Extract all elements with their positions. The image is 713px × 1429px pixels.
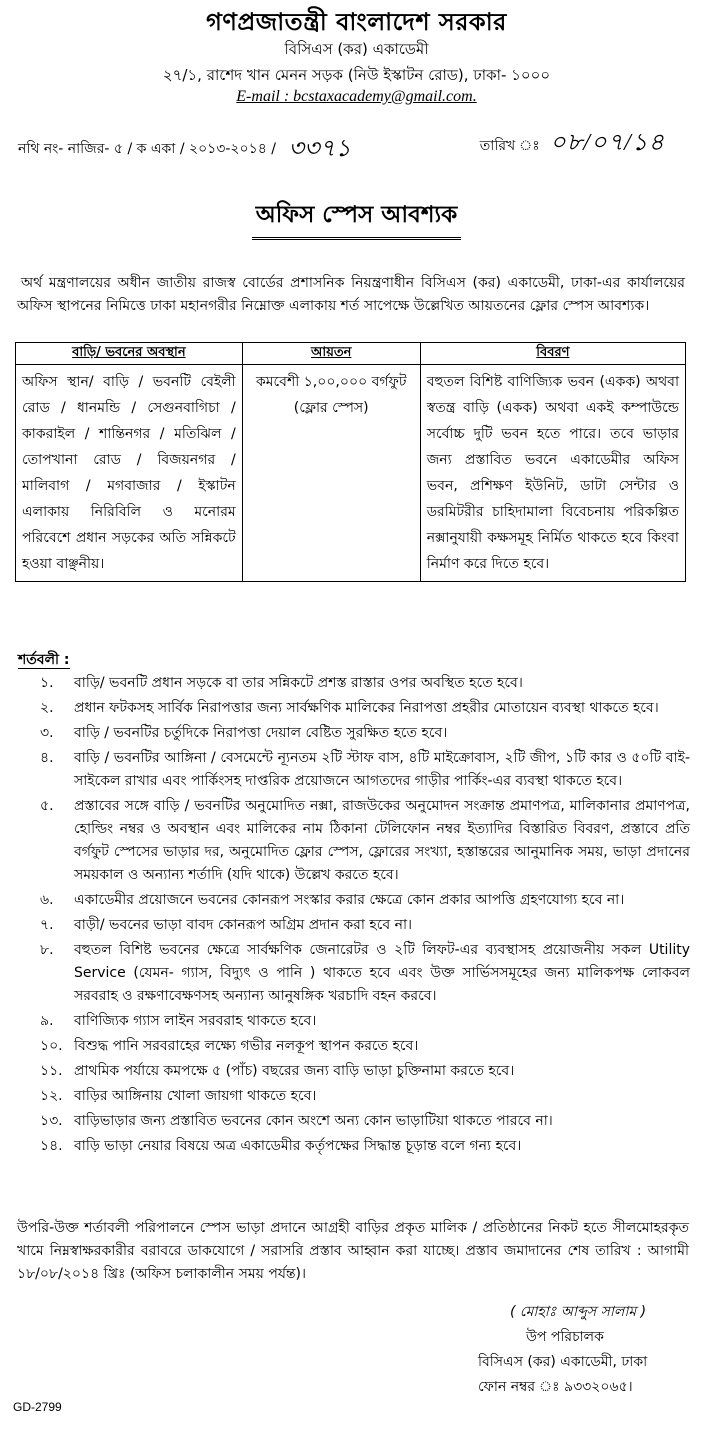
footer-code: GD-2799 xyxy=(13,1400,62,1414)
list-item xyxy=(0,1135,690,1158)
academy-email: E-mail : bcstaxacademy@gmail.com. xyxy=(236,88,477,105)
term-number: ৪. xyxy=(40,750,54,766)
date-handwritten: ০৮/০৭/১৪ xyxy=(550,130,665,156)
term-number: ১৪. xyxy=(40,1138,63,1154)
table-header-row xyxy=(16,343,686,365)
term-number: ৯. xyxy=(40,1013,54,1029)
term-text: প্রধান ফটকসহ সার্বিক নিরাপত্তার জন্য সার্বক্ষণিক মালিকের নিরাপত্তা প্রহরীর মোতায়েন ব্যবস্থা থাকতে হবে। xyxy=(74,700,659,716)
signatory-name: ( মোহাঃ আব্দুস সালাম ) xyxy=(510,1304,647,1320)
government-title: গণপ্রজাতন্ত্রী বাংলাদেশ সরকার xyxy=(206,8,507,36)
list-item xyxy=(0,1085,690,1108)
term-number: ১২. xyxy=(40,1088,63,1104)
terms-list xyxy=(0,672,690,1160)
term-text: একাডেমীর প্রয়োজনে ভবনের কোনরূপ সংস্কার করার ক্ষেত্রে কোন প্রকার আপত্তি গ্রহণযোগ্য হবে না। xyxy=(74,892,625,908)
term-number: ৮. xyxy=(40,942,54,958)
term-text: বাড়ির আঙ্গিনায় খোলা জায়গা থাকতে হবে। xyxy=(74,1088,317,1104)
intro-paragraph: অর্থ মন্ত্রণালয়ের অধীন জাতীয় রাজস্ব বোর্ডের প্রশাসনিক নিয়ন্ত্রণাধীন বিসিএস (কর) একাডেমী, ঢাকা-এর কার্যালয়ের অফিস স্থাপনের নিমিত্তে ঢাকা মহানগরীর নিম্নোক্ত এলাকায় শর্ত সাপেক্ষে উল্লেখিত আয়তনের ফ্লোর স্পেস আবশ্যক। xyxy=(17,275,685,314)
term-text: বহুতল বিশিষ্ট ভবনের ক্ষেত্রে সার্বক্ষণিক জেনারেটর ও ২টি লিফট-এর ব্যবস্থাসহ প্রয়োজনীয় সকল Utility Service (যেমন- গ্যাস, বিদ্যুৎ ও পানি ) থাকতে হবে এবং উক্ত সার্ভিসসমূহের জন্য মালিকপক্ষ লোকবল সরবরাহ ও রক্ষণাবেক্ষণসহ অন্যান্য আনুষঙ্গিক খরচাদি বহন করবে। xyxy=(74,942,690,1004)
academy-name: বিসিএস (কর) একাডেমী xyxy=(284,40,429,58)
cell-location: অফিস স্থান/ বাড়ি / ভবনটি বেইলী রোড / ধানমন্ডি / সেগুনবাগিচা / কাকরাইল / শান্তিনগর / মতিঝিল / তোপখানা রোড / বিজয়নগর / মালিবাগ / মগবাজার / ইস্কাটন এলাকায় নিরিবিলি ও মনোরম পরিবেশে প্রধান সড়কের অতি সন্নিকটে হওয়া বাঞ্ছনীয়। xyxy=(16,365,243,582)
signatory-designation: উপ পরিচালক xyxy=(526,1329,604,1345)
signature-block xyxy=(466,1300,686,1400)
table-row xyxy=(16,365,686,582)
term-text: বাড়ী/ ভবনের ভাড়া বাবদ কোনরূপ অগ্রিম প্রদান করা হবে না। xyxy=(74,917,413,933)
term-text: বাড়িভাড়ার জন্য প্রস্তাবিত ভবনের কোন অংশে অন্য কোন ভাড়াটিয়া থাকতে পারবে না। xyxy=(74,1113,553,1129)
cell-description: বহুতল বিশিষ্ট বাণিজ্যিক ভবন (একক) অথবা স্বতন্ত্র বাড়ি (একক) অথবা একই কম্পাউন্ডে সর্বোচ্চ দুটি ভবন হতে পারে। তবে ভাড়ার জন্য প্রস্তাবিত ভবনে একাডেমীর অফিস ভবন, প্রশিক্ষণ ইউনিট, ডাটা সেন্টার ও ডরমিটরীর চাহিদামালা বিবেচনায় পরিকল্পিত নক্সানুযায়ী কক্ষসমূহ নির্মিত থাকতে হবে কিংবা নির্মাণ করে দিতে হবে। xyxy=(420,365,685,582)
term-text: বাড়ি ভাড়া নেয়ার বিষয়ে অত্র একাডেমীর কর্তৃপক্ষের সিদ্ধান্ত চূড়ান্ত বলে গন্য হবে। xyxy=(74,1138,522,1154)
term-number: ১. xyxy=(40,675,54,691)
cell-area: কমবেশী ১,০০,০০০ বর্গফুট (ফ্লোর স্পেস) xyxy=(242,365,420,582)
header-description: বিবরণ xyxy=(420,343,685,365)
memo-handwritten-number: ৩৩৭১ xyxy=(288,136,351,162)
terms-heading xyxy=(18,648,70,672)
term-text: বাড়ি / ভবনটির চর্তুদিকে নিরাপত্তা দেয়াল বেষ্টিত সুরক্ষিত হতে হবে। xyxy=(74,725,448,741)
list-item xyxy=(0,1110,690,1133)
list-item xyxy=(0,914,690,937)
term-number: ৬. xyxy=(40,892,54,908)
list-item xyxy=(0,1035,690,1058)
date-label: তারিখ ঃ xyxy=(479,138,540,154)
term-text: প্রাথমিক পর্যায়ে কমপক্ষে ৫ (পাঁচ) বছরের জন্য বাড়ি ভাড়া চুক্তিনামা করতে হবে। xyxy=(74,1063,515,1079)
requirements-table xyxy=(15,342,686,582)
term-text: বাড়ি / ভবনটির আঙ্গিনা / বেসমেন্টে ন্যূনতম ২টি স্টাফ বাস, ৪টি মাইক্রোবাস, ২টি জীপ, ১টি কার ও ৫০টি বাই-সাইকেল রাখার এবং পার্কিংসহ দাপ্তরিক প্রয়োজনে আগতদের গাড়ীর পার্কিং-এর ব্যবস্থা থাকতে হবে। xyxy=(74,750,690,789)
term-number: ২. xyxy=(40,700,54,716)
list-item xyxy=(0,889,690,912)
header-area: আয়তন xyxy=(242,343,420,365)
list-item xyxy=(0,697,690,720)
notice-heading xyxy=(0,196,713,240)
list-item xyxy=(0,747,690,793)
term-number: ৩. xyxy=(40,725,54,741)
date-field xyxy=(480,124,665,164)
list-item xyxy=(0,672,690,695)
term-number: ১৩. xyxy=(40,1113,63,1129)
term-number: ১১. xyxy=(40,1063,63,1079)
term-number: ৫. xyxy=(40,798,54,814)
memo-reference xyxy=(18,130,351,170)
signatory-office: বিসিএস (কর) একাডেমী, ঢাকা xyxy=(478,1354,648,1370)
term-text: প্রস্তাবের সঙ্গে বাড়ি / ভবনটির অনুমোদিত নক্সা, রাজউকের অনুমোদন সংক্রান্ত প্রমাণপত্র, মালিকানার প্রমাণপত্র, হোল্ডিং নম্বর ও অবস্থান এবং মালিকের নাম ঠিকানা টেলিফোন নম্বর ইত্যাদির বিস্তারিত বিবরণ, প্রস্তাবে প্রতি বর্গফুট স্পেসের ভাড়ার দর, অনুমোদিত ফ্লোর স্পেস, ফ্লোরের সংখ্যা, হস্তান্তরের আনুমানিক সময়, ভাড়া প্রদানের সময়কাল ও অন্যান্য শর্তাদি (যদি থাকে) উল্লেখ করতে হবে। xyxy=(74,798,690,883)
list-item xyxy=(0,722,690,745)
term-number: ৭. xyxy=(40,917,54,933)
academy-address: ২৭/১, রাশেদ খান মেনন সড়ক (নিউ ইস্কাটন রোড), ঢাকা- ১০০০ xyxy=(162,66,551,84)
notice-title: অফিস স্পেস আবশ্যক xyxy=(252,196,461,240)
list-item xyxy=(0,1060,690,1083)
terms-heading-text: শর্তবলী : xyxy=(18,652,70,668)
term-text: বিশুদ্ধ পানি সরবরাহের লক্ষ্যে গভীর নলকূপ স্থাপন করতে হবে। xyxy=(74,1038,419,1054)
term-text: বাড়ি/ ভবনটি প্রধান সড়কে বা তার সন্নিকটে প্রশস্ত রাস্তার ওপর অবস্থিত হতে হবে। xyxy=(74,675,523,691)
list-item xyxy=(0,795,690,887)
term-number: ১০. xyxy=(40,1038,63,1054)
list-item xyxy=(0,1010,690,1033)
header-location: বাড়ি/ ভবনের অবস্থান xyxy=(16,343,243,365)
signatory-phone: ফোন নম্বর ঃ ৯৩৩২০৬৫। xyxy=(478,1379,633,1395)
closing-paragraph: উপরি-উক্ত শর্তাবলী পরিপালনে স্পেস ভাড়া প্রদানে আগ্রহী বাড়ির প্রকৃত মালিক / প্রতিষ্ঠানের নিকট হতে সীলমোহরকৃত খামে নিম্নস্বাক্ষরকারীর বরাবরে ডাকযোগে / সরাসরি প্রস্তাব আহ্বান করা যাচ্ছে। প্রস্তাব জমাদানের শেষ তারিখ : আগামী ১৮/০৮/২০১৪ খ্রিঃ (অফিস চলাকালীন সময় পর্যন্ত)। xyxy=(17,1220,689,1282)
term-text: বাণিজ্যিক গ্যাস লাইন সরবরাহ থাকতে হবে। xyxy=(74,1013,317,1029)
memo-number: নথি নং- নাজির- ৫ / ক একা / ২০১৩-২০১৪ / xyxy=(18,141,276,157)
list-item xyxy=(0,939,690,1008)
